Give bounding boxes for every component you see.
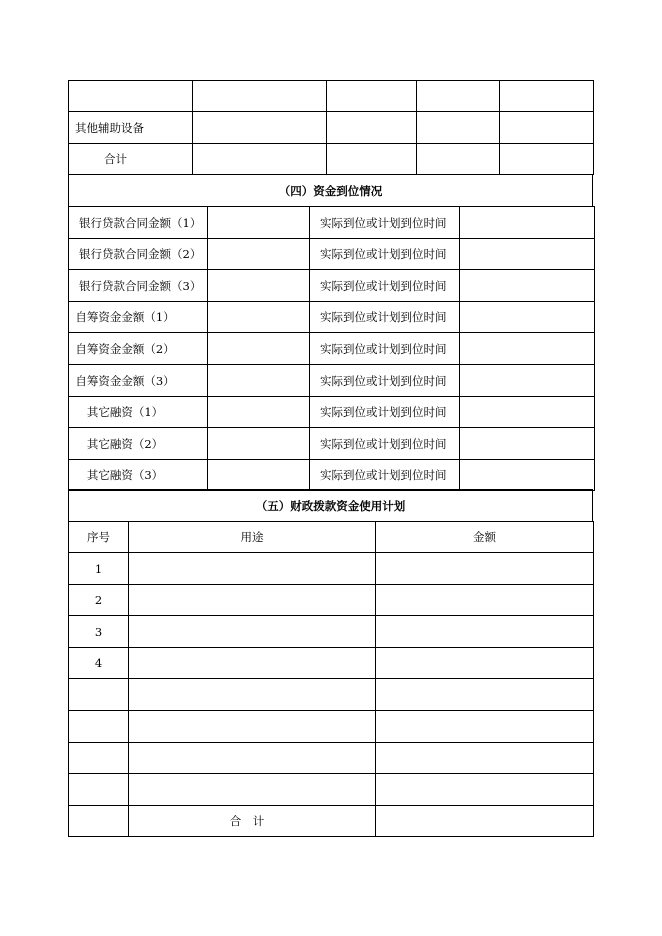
funding-amount-cell[interactable]: [208, 207, 310, 239]
section4-title: （四）资金到位情况: [69, 175, 593, 207]
table-row: [69, 428, 595, 460]
table-row: [69, 648, 594, 679]
equipment-cell[interactable]: [193, 112, 327, 144]
usage-cell[interactable]: [129, 711, 376, 743]
funding-time-cell[interactable]: [460, 302, 595, 333]
column-header-amount: 金额: [376, 522, 594, 553]
funding-amount-cell[interactable]: [208, 270, 310, 302]
funding-time-cell[interactable]: [460, 428, 595, 460]
table-row: [69, 616, 594, 648]
funding-time-label: 实际到位或计划到位时间: [310, 397, 460, 428]
total-no-cell: [69, 806, 129, 837]
funding-time-label: 实际到位或计划到位时间: [310, 239, 460, 270]
table-row: [69, 207, 595, 239]
equipment-row-label: [69, 81, 193, 112]
table-row: [69, 711, 594, 743]
funding-time-cell[interactable]: [460, 270, 595, 302]
funding-time-cell[interactable]: [460, 460, 595, 491]
table-row: [69, 585, 594, 616]
amount-cell[interactable]: [376, 743, 594, 774]
equipment-cell[interactable]: [193, 81, 327, 112]
amount-cell[interactable]: [376, 616, 594, 648]
amount-cell[interactable]: [376, 679, 594, 711]
funding-row-label: 自筹资金金额（1）: [69, 302, 208, 333]
table-row: [69, 743, 594, 774]
funding-time-cell[interactable]: [460, 365, 595, 397]
funding-row-label: 自筹资金金额（2）: [69, 333, 208, 365]
funding-row-label: 自筹资金金额（3）: [69, 365, 208, 397]
table-total-row: [69, 806, 594, 837]
usage-cell[interactable]: [129, 679, 376, 711]
total-amount-cell[interactable]: [376, 806, 594, 837]
usage-cell[interactable]: [129, 648, 376, 679]
usage-cell[interactable]: [129, 616, 376, 648]
table-row: [69, 81, 594, 112]
equipment-total-label: 合计: [69, 144, 193, 175]
funding-amount-cell[interactable]: [208, 239, 310, 270]
funding-amount-cell[interactable]: [208, 365, 310, 397]
row-number: [69, 743, 129, 774]
table-row: [69, 679, 594, 711]
amount-cell[interactable]: [376, 774, 594, 806]
funding-row-label: 其它融资（2）: [69, 428, 208, 460]
table-row: [69, 270, 595, 302]
equipment-cell[interactable]: [500, 81, 594, 112]
column-header-no: 序号: [69, 522, 129, 553]
section5-header-table: [68, 489, 593, 522]
funding-amount-cell[interactable]: [208, 397, 310, 428]
equipment-cell[interactable]: [193, 144, 327, 175]
row-number: 2: [69, 585, 129, 616]
row-number: [69, 711, 129, 743]
funding-row-label: 银行贷款合同金额（3）: [69, 270, 208, 302]
fund-usage-table: [68, 521, 594, 837]
funding-row-label: 其它融资（1）: [69, 397, 208, 428]
amount-cell[interactable]: [376, 585, 594, 616]
funding-table: [68, 206, 595, 491]
equipment-table: [68, 80, 594, 175]
row-number: [69, 679, 129, 711]
amount-cell[interactable]: [376, 711, 594, 743]
equipment-cell[interactable]: [417, 144, 500, 175]
funding-amount-cell[interactable]: [208, 460, 310, 491]
amount-cell[interactable]: [376, 648, 594, 679]
equipment-cell[interactable]: [417, 81, 500, 112]
equipment-cell[interactable]: [417, 112, 500, 144]
funding-time-label: 实际到位或计划到位时间: [310, 365, 460, 397]
table-row: [69, 460, 595, 491]
row-number: [69, 774, 129, 806]
funding-time-label: 实际到位或计划到位时间: [310, 302, 460, 333]
funding-row-label: 其它融资（3）: [69, 460, 208, 491]
row-number: 1: [69, 553, 129, 585]
funding-time-cell[interactable]: [460, 239, 595, 270]
table-row: [69, 397, 595, 428]
funding-amount-cell[interactable]: [208, 302, 310, 333]
table-row: [69, 553, 594, 585]
funding-row-label: 银行贷款合同金额（2）: [69, 239, 208, 270]
section4-header-table: [68, 174, 593, 207]
row-number: 3: [69, 616, 129, 648]
funding-time-label: 实际到位或计划到位时间: [310, 207, 460, 239]
table-row: [69, 365, 595, 397]
usage-cell[interactable]: [129, 553, 376, 585]
funding-time-label: 实际到位或计划到位时间: [310, 270, 460, 302]
funding-time-cell[interactable]: [460, 333, 595, 365]
equipment-cell[interactable]: [327, 81, 417, 112]
equipment-cell[interactable]: [500, 112, 594, 144]
table-row: [69, 112, 594, 144]
usage-cell[interactable]: [129, 774, 376, 806]
usage-cell[interactable]: [129, 743, 376, 774]
equipment-row-label: 其他辅助设备: [69, 112, 193, 144]
table-row: [69, 144, 594, 175]
table-row: [69, 774, 594, 806]
equipment-cell[interactable]: [327, 112, 417, 144]
total-label: 合 计: [129, 806, 376, 837]
funding-time-label: 实际到位或计划到位时间: [310, 428, 460, 460]
funding-time-cell[interactable]: [460, 207, 595, 239]
funding-time-cell[interactable]: [460, 397, 595, 428]
usage-cell[interactable]: [129, 585, 376, 616]
table-row: [69, 302, 595, 333]
funding-amount-cell[interactable]: [208, 428, 310, 460]
section5-title: （五）财政拨款资金使用计划: [69, 490, 593, 522]
column-header-usage: 用途: [129, 522, 376, 553]
equipment-cell[interactable]: [327, 144, 417, 175]
funding-time-label: 实际到位或计划到位时间: [310, 460, 460, 491]
funding-row-label: 银行贷款合同金额（1）: [69, 207, 208, 239]
table-row: [69, 239, 595, 270]
funding-time-label: 实际到位或计划到位时间: [310, 333, 460, 365]
amount-cell[interactable]: [376, 553, 594, 585]
row-number: 4: [69, 648, 129, 679]
funding-amount-cell[interactable]: [208, 333, 310, 365]
equipment-cell[interactable]: [500, 144, 594, 175]
table-header-row: [69, 522, 594, 553]
table-row: [69, 333, 595, 365]
